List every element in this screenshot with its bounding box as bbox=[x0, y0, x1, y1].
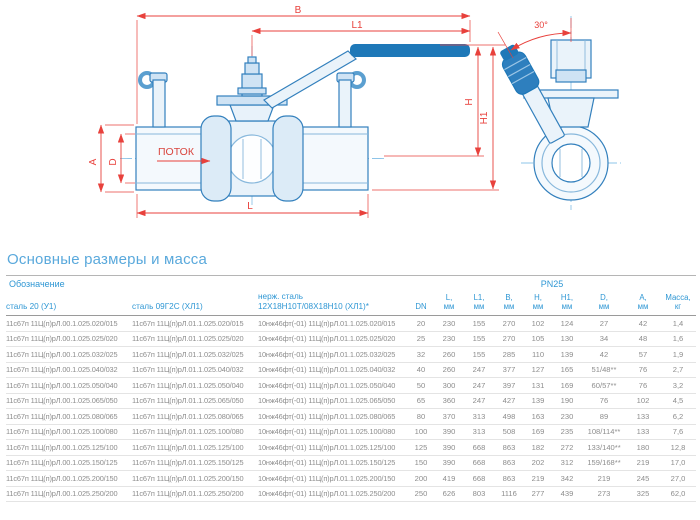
table-row bbox=[6, 487, 696, 503]
material-header-line: 12Х18Н10Т/08Х18Н10 (ХЛ1)* bbox=[258, 301, 369, 311]
value-cell: 270 bbox=[502, 318, 516, 328]
designation-cell: 10нж46фт(-01) 11Ц(п)рЛ.01.1.025.200/150 bbox=[258, 473, 396, 483]
value-cell: 62,0 bbox=[670, 489, 686, 499]
value-cell: 3,2 bbox=[672, 380, 684, 390]
designation-cell: 10нж46фт(-01) 11Ц(п)рЛ.01.1.025.050/040 bbox=[258, 380, 396, 390]
designation-cell: 11с67п 11Ц(п)рЛ.00.1.025.065/050 bbox=[6, 396, 118, 406]
table-row bbox=[6, 394, 696, 410]
value-cell: 1116 bbox=[501, 489, 517, 499]
dim-header-unit: кг bbox=[674, 302, 682, 311]
designation-cell: 11с67п 11Ц(п)рЛ.00.1.025.250/200 bbox=[6, 489, 118, 499]
designation-cell: 10нж46фт(-01) 11Ц(п)рЛ.01.1.025.065/050 bbox=[258, 396, 396, 406]
lifting-lug-left bbox=[140, 73, 167, 127]
value-cell: 247 bbox=[472, 396, 486, 406]
value-cell: 1,9 bbox=[672, 349, 684, 359]
designation-cell: 11с67п 11Ц(п)рЛ.01.1.025.250/200 bbox=[132, 489, 244, 499]
value-cell: 325 bbox=[636, 489, 650, 499]
value-cell: 17,0 bbox=[670, 458, 686, 468]
value-cell: 245 bbox=[636, 473, 650, 483]
dim-header-label: H, bbox=[534, 293, 542, 302]
table-header-row-2 bbox=[6, 289, 696, 316]
designation-header: Обозначение bbox=[9, 279, 65, 289]
designation-cell: 11с67п 11Ц(п)рЛ.00.1.025.050/040 bbox=[6, 380, 118, 390]
column-nut bbox=[556, 70, 586, 82]
value-cell: 360 bbox=[442, 396, 456, 406]
designation-cell: 11с67п 11Ц(п)рЛ.00.1.025.150/125 bbox=[6, 458, 118, 468]
value-cell: 150 bbox=[414, 458, 428, 468]
value-cell: 390 bbox=[442, 427, 456, 437]
dim-header-label: L, bbox=[445, 293, 453, 302]
value-cell: 247 bbox=[472, 365, 486, 375]
dim-header-label: D, bbox=[600, 293, 608, 302]
value-cell: 1,6 bbox=[672, 334, 684, 344]
value-cell: 40 bbox=[416, 365, 426, 375]
value-cell: 155 bbox=[472, 334, 486, 344]
value-cell: 60/57** bbox=[591, 380, 617, 390]
table-row bbox=[6, 456, 696, 472]
value-cell: 285 bbox=[502, 349, 516, 359]
value-cell: 133/140** bbox=[587, 442, 621, 452]
value-cell: 76 bbox=[638, 365, 648, 375]
value-cell: 863 bbox=[502, 442, 516, 452]
value-cell: 125 bbox=[414, 442, 428, 452]
value-cell: 105 bbox=[531, 334, 545, 344]
designation-cell: 11с67п 11Ц(п)рЛ.00.1.025.040/032 bbox=[6, 365, 118, 375]
label-h: H bbox=[464, 98, 475, 106]
dim-header-label: DN bbox=[415, 302, 427, 311]
table-header-row-1 bbox=[6, 275, 696, 289]
stem-neck bbox=[230, 105, 274, 121]
value-cell: 7,6 bbox=[672, 427, 684, 437]
designation-cell: 11с67п 11Ц(п)рЛ.00.1.025.125/100 bbox=[6, 442, 118, 452]
stem-nut bbox=[245, 63, 259, 74]
designation-cell: 11с67п 11Ц(п)рЛ.00.1.025.025/020 bbox=[6, 334, 118, 344]
dim-header-unit: мм bbox=[637, 302, 649, 311]
dim-column-header bbox=[464, 293, 494, 311]
designation-cell: 10нж46фт(-01) 11Ц(п)рЛ.01.1.025.025/020 bbox=[258, 334, 396, 344]
value-cell: 131 bbox=[531, 380, 545, 390]
flow-label: ПОТОК bbox=[158, 146, 194, 158]
designation-cell: 10нж46фт(-01) 11Ц(п)рЛ.01.1.025.125/100 bbox=[258, 442, 396, 452]
value-cell: 668 bbox=[472, 442, 486, 452]
value-cell: 20 bbox=[416, 318, 426, 328]
value-cell: 102 bbox=[636, 396, 650, 406]
value-cell: 277 bbox=[531, 489, 545, 499]
designation-cell: 10нж46фт(-01) 11Ц(п)рЛ.01.1.025.250/200 bbox=[258, 489, 396, 499]
value-cell: 25 bbox=[416, 334, 426, 344]
value-cell: 182 bbox=[531, 442, 545, 452]
value-cell: 508 bbox=[502, 427, 516, 437]
material-column-header bbox=[258, 292, 408, 311]
designation-cell: 11с67п 11Ц(п)рЛ.00.1.025.080/065 bbox=[6, 411, 118, 421]
value-cell: 863 bbox=[502, 473, 516, 483]
value-cell: 27,0 bbox=[670, 473, 686, 483]
value-cell: 51/48** bbox=[591, 365, 617, 375]
value-cell: 1,4 bbox=[672, 318, 684, 328]
label-a: A bbox=[88, 158, 99, 166]
value-cell: 100 bbox=[414, 427, 428, 437]
label-h1: H1 bbox=[479, 111, 490, 125]
dim-header-label: Масса, bbox=[665, 293, 691, 302]
value-cell: 65 bbox=[416, 396, 426, 406]
value-cell: 102 bbox=[531, 318, 545, 328]
material-column-header bbox=[6, 302, 132, 312]
material-column-header bbox=[132, 302, 258, 312]
valve-technical-drawing bbox=[0, 0, 700, 240]
value-cell: 155 bbox=[472, 349, 486, 359]
dim-column-header bbox=[494, 293, 524, 311]
dim-column-header bbox=[552, 293, 582, 311]
dim-column-header bbox=[434, 293, 464, 311]
dim-header-label: A, bbox=[639, 293, 647, 302]
designation-cell: 11с67п 11Ц(п)рЛ.01.1.025.020/015 bbox=[132, 318, 244, 328]
table-row bbox=[6, 440, 696, 456]
value-cell: 219 bbox=[531, 473, 545, 483]
value-cell: 260 bbox=[442, 349, 456, 359]
table-row bbox=[6, 378, 696, 394]
value-cell: 89 bbox=[599, 411, 609, 421]
value-cell: 668 bbox=[472, 473, 486, 483]
table-row bbox=[6, 332, 696, 348]
value-cell: 139 bbox=[531, 396, 545, 406]
value-cell: 260 bbox=[442, 365, 456, 375]
value-cell: 169 bbox=[531, 427, 545, 437]
dim-header-unit: мм bbox=[532, 302, 544, 311]
dim-header-label: H1, bbox=[560, 293, 574, 302]
value-cell: 50 bbox=[416, 380, 426, 390]
value-cell: 300 bbox=[442, 380, 456, 390]
value-cell: 803 bbox=[472, 489, 486, 499]
value-cell: 133 bbox=[636, 427, 650, 437]
value-cell: 27 bbox=[599, 318, 609, 328]
value-cell: 169 bbox=[560, 380, 574, 390]
dim-header-label: B, bbox=[505, 293, 513, 302]
value-cell: 127 bbox=[531, 365, 545, 375]
handle-grip bbox=[350, 44, 470, 57]
value-cell: 272 bbox=[560, 442, 574, 452]
value-cell: 76 bbox=[599, 396, 609, 406]
value-cell: 190 bbox=[560, 396, 574, 406]
value-cell: 34 bbox=[599, 334, 609, 344]
value-cell: 180 bbox=[636, 442, 650, 452]
side-view bbox=[496, 40, 618, 200]
value-cell: 12,8 bbox=[670, 442, 686, 452]
designation-cell: 11с67п 11Ц(п)рЛ.01.1.025.080/065 bbox=[132, 411, 244, 421]
weld-collar-left bbox=[201, 116, 231, 201]
table-row bbox=[6, 363, 696, 379]
value-cell: 2,7 bbox=[672, 365, 684, 375]
label-angle: 30° bbox=[534, 20, 548, 30]
value-cell: 124 bbox=[560, 318, 574, 328]
lifting-lug-right bbox=[337, 73, 364, 127]
value-cell: 200 bbox=[414, 473, 428, 483]
designation-cell: 11с67п 11Ц(п)рЛ.01.1.025.025/020 bbox=[132, 334, 244, 344]
value-cell: 80 bbox=[416, 411, 426, 421]
value-cell: 270 bbox=[502, 334, 516, 344]
dim-header-unit: мм bbox=[561, 302, 573, 311]
table-row bbox=[6, 409, 696, 425]
value-cell: 163 bbox=[531, 411, 545, 421]
value-cell: 76 bbox=[638, 380, 648, 390]
value-cell: 250 bbox=[414, 489, 428, 499]
value-cell: 110 bbox=[531, 349, 545, 359]
value-cell: 247 bbox=[472, 380, 486, 390]
value-cell: 219 bbox=[636, 458, 650, 468]
value-cell: 202 bbox=[531, 458, 545, 468]
dim-header-unit: мм bbox=[473, 302, 485, 311]
label-b: B bbox=[294, 5, 302, 16]
value-cell: 377 bbox=[502, 365, 516, 375]
material-header-line: нерж. сталь bbox=[258, 292, 304, 301]
dim-column-header bbox=[582, 293, 626, 311]
value-cell: 155 bbox=[472, 318, 486, 328]
dim-column-header bbox=[408, 302, 434, 311]
pn-header: PN25 bbox=[540, 279, 564, 289]
value-cell: 6,2 bbox=[672, 411, 684, 421]
value-cell: 133 bbox=[636, 411, 650, 421]
value-cell: 4,5 bbox=[672, 396, 684, 406]
value-cell: 342 bbox=[560, 473, 574, 483]
value-cell: 139 bbox=[560, 349, 574, 359]
value-cell: 312 bbox=[560, 458, 574, 468]
designation-cell: 11с67п 11Ц(п)рЛ.00.1.025.200/150 bbox=[6, 473, 118, 483]
designation-cell: 11с67п 11Ц(п)рЛ.01.1.025.032/025 bbox=[132, 349, 244, 359]
value-cell: 42 bbox=[599, 349, 609, 359]
designation-cell: 10нж46фт(-01) 11Ц(п)рЛ.01.1.025.100/080 bbox=[258, 427, 396, 437]
front-view bbox=[136, 44, 470, 201]
value-cell: 863 bbox=[502, 458, 516, 468]
designation-cell: 11с67п 11Ц(п)рЛ.00.1.025.020/015 bbox=[6, 318, 118, 328]
weld-collar-right bbox=[273, 116, 303, 201]
value-cell: 498 bbox=[502, 411, 516, 421]
value-cell: 390 bbox=[442, 458, 456, 468]
designation-cell: 11с67п 11Ц(п)рЛ.01.1.025.125/100 bbox=[132, 442, 244, 452]
designation-cell: 10нж46фт(-01) 11Ц(п)рЛ.01.1.025.020/015 bbox=[258, 318, 396, 328]
dim-header-unit: мм bbox=[598, 302, 610, 311]
designation-cell: 10нж46фт(-01) 11Ц(п)рЛ.01.1.025.040/032 bbox=[258, 365, 396, 375]
dim-header-unit: мм bbox=[503, 302, 515, 311]
ball bbox=[228, 135, 276, 183]
designation-cell: 11с67п 11Ц(п)рЛ.01.1.025.040/032 bbox=[132, 365, 244, 375]
dimensions-table bbox=[6, 275, 696, 502]
value-cell: 419 bbox=[442, 473, 456, 483]
value-cell: 370 bbox=[442, 411, 456, 421]
value-cell: 165 bbox=[560, 365, 574, 375]
section-title: Основные размеры и масса bbox=[7, 251, 208, 268]
value-cell: 32 bbox=[416, 349, 426, 359]
dim-column-header bbox=[660, 293, 696, 311]
designation-cell: 11с67п 11Ц(п)рЛ.01.1.025.200/150 bbox=[132, 473, 244, 483]
table-row bbox=[6, 347, 696, 363]
label-l: L bbox=[247, 201, 253, 212]
value-cell: 130 bbox=[560, 334, 574, 344]
value-cell: 48 bbox=[638, 334, 648, 344]
designation-cell: 10нж46фт(-01) 11Ц(п)рЛ.01.1.025.150/125 bbox=[258, 458, 396, 468]
dim-header-label: L1, bbox=[473, 293, 485, 302]
dim-column-header bbox=[524, 293, 552, 311]
value-cell: 390 bbox=[442, 442, 456, 452]
value-cell: 57 bbox=[638, 349, 648, 359]
value-cell: 313 bbox=[472, 427, 486, 437]
label-d: D bbox=[108, 158, 119, 166]
designation-cell: 11с67п 11Ц(п)рЛ.00.1.025.032/025 bbox=[6, 349, 118, 359]
dim-header-unit: мм bbox=[443, 302, 455, 311]
table-body bbox=[6, 316, 696, 502]
label-l1: L1 bbox=[351, 20, 363, 31]
value-cell: 108/114** bbox=[587, 427, 621, 437]
value-cell: 427 bbox=[502, 396, 516, 406]
value-cell: 230 bbox=[442, 334, 456, 344]
bore bbox=[552, 144, 590, 182]
designation-cell: 10нж46фт(-01) 11Ц(п)рЛ.01.1.025.080/065 bbox=[258, 411, 396, 421]
table-row bbox=[6, 471, 696, 487]
designation-cell: 11с67п 11Ц(п)рЛ.01.1.025.100/080 bbox=[132, 427, 244, 437]
value-cell: 219 bbox=[597, 473, 611, 483]
value-cell: 230 bbox=[560, 411, 574, 421]
designation-cell: 11с67п 11Ц(п)рЛ.01.1.025.065/050 bbox=[132, 396, 244, 406]
table-row bbox=[6, 425, 696, 441]
table-row bbox=[6, 316, 696, 332]
value-cell: 439 bbox=[560, 489, 574, 499]
value-cell: 273 bbox=[597, 489, 611, 499]
value-cell: 230 bbox=[442, 318, 456, 328]
designation-cell: 11с67п 11Ц(п)рЛ.00.1.025.100/080 bbox=[6, 427, 118, 437]
designation-cell: 11с67п 11Ц(п)рЛ.01.1.025.150/125 bbox=[132, 458, 244, 468]
value-cell: 159/168** bbox=[587, 458, 621, 468]
value-cell: 42 bbox=[638, 318, 648, 328]
value-cell: 397 bbox=[502, 380, 516, 390]
dim-column-header bbox=[626, 293, 660, 311]
material-header-line: сталь 20 (У1) bbox=[6, 301, 57, 311]
value-cell: 313 bbox=[472, 411, 486, 421]
value-cell: 668 bbox=[472, 458, 486, 468]
material-header-line: сталь 09Г2С (ХЛ1) bbox=[132, 301, 203, 311]
designation-cell: 10нж46фт(-01) 11Ц(п)рЛ.01.1.025.032/025 bbox=[258, 349, 396, 359]
value-cell: 235 bbox=[560, 427, 574, 437]
designation-cell: 11с67п 11Ц(п)рЛ.01.1.025.050/040 bbox=[132, 380, 244, 390]
value-cell: 626 bbox=[442, 489, 456, 499]
